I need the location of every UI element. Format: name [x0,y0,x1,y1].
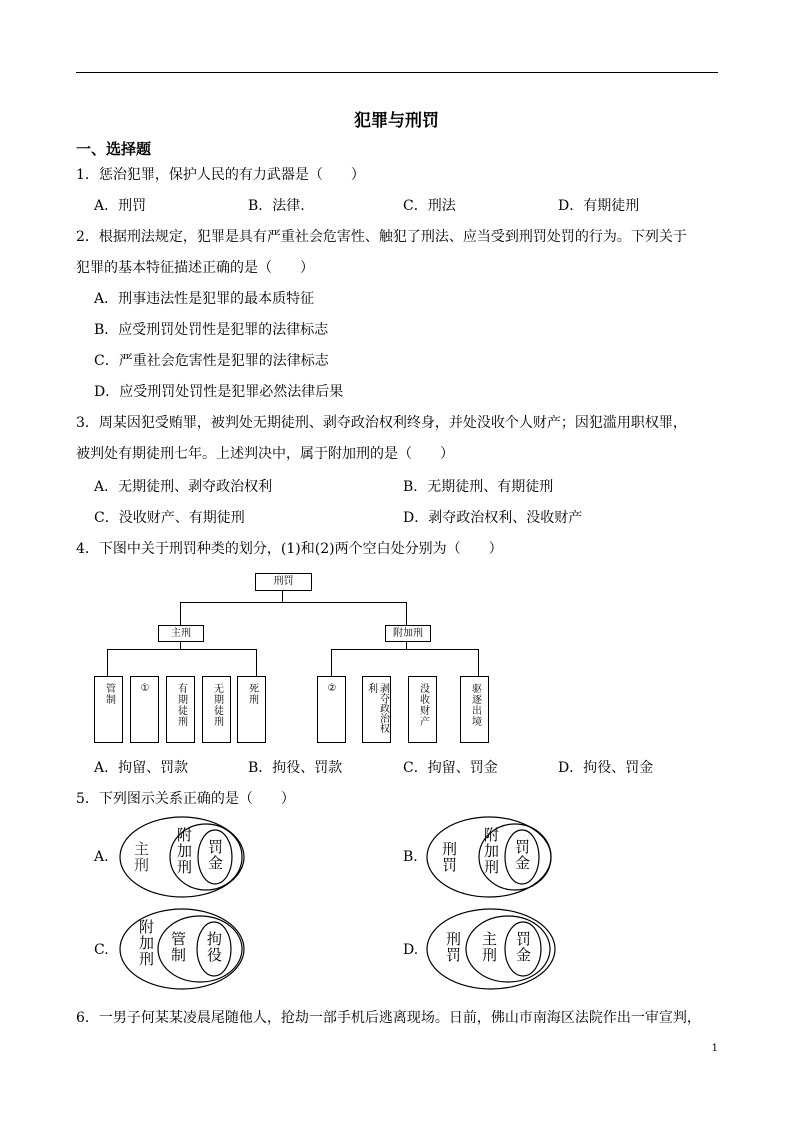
q1-option-a[interactable]: A．刑罚 [94,198,147,214]
tree-connector [180,641,181,649]
q5-stem: 5．下列图示关系正确的是（ ） [76,791,295,807]
tree-leaf-blank-1: ① [130,676,159,743]
q5-option-c-label[interactable]: C. [94,942,109,958]
tree-connector [406,641,407,649]
tree-additional-penalty: 附加刑 [385,625,431,642]
tree-main-penalty: 主刑 [158,625,204,642]
q5-option-b-diagram[interactable] [425,815,555,899]
q5-option-c-diagram[interactable] [118,907,248,991]
middle-label: 主刑 [480,931,498,963]
q5-option-d-diagram[interactable] [425,907,560,991]
tree-leaf: 剥夺政治权利 [362,676,391,743]
tree-connector [331,649,332,676]
tree-connector [256,649,257,676]
middle-label: 附加刑 [175,827,193,875]
tree-leaf: 没收财产 [408,676,437,743]
outer-label: 刑罚 [440,841,458,873]
outer-label: 附加刑 [137,919,155,967]
q5-option-b-label[interactable]: B. [403,849,418,865]
q2-option-d[interactable]: D．应受刑罚处罚性是犯罪必然法律后果 [94,384,344,400]
q3-stem-line1: 3．周某因犯受贿罪，被判处无期徒刑、剥夺政治权利终身，并处没收个人财产；因犯滥用职权罪， [76,415,687,431]
q3-option-b[interactable]: B．无期徒刑、有期徒刑 [403,479,554,495]
q6-stem: 6．一男子何某某凌晨尾随他人，抢劫一部手机后逃离现场。日前，佛山市南海区法院作出一审宣判， [76,1010,701,1026]
tree-connector [282,590,283,602]
q2-stem-line2: 犯罪的基本特征描述正确的是（ ） [76,260,314,276]
inner-label: 罚金 [514,931,532,963]
outer-label: 刑罚 [444,931,462,963]
outer-label: 主刑 [132,841,150,873]
q4-option-c[interactable]: C．拘留、罚金 [403,760,498,776]
q3-option-a[interactable]: A．无期徒刑、剥夺政治权利 [94,479,273,495]
inner-label: 罚金 [206,839,224,871]
inner-label: 罚金 [513,839,531,871]
tree-leaf: 驱逐出境 [460,676,489,743]
q4-option-d[interactable]: D．拘役、罚金 [558,760,654,776]
tree-leaf-blank-2: ② [317,676,346,743]
tree-connector [107,649,108,676]
q5-option-a-diagram[interactable] [118,815,248,899]
page-number: 1 [711,1043,718,1054]
q1-option-c[interactable]: C．刑法 [403,198,456,214]
middle-label: 附加刑 [482,827,500,875]
q4-stem: 4．下图中关于刑罚种类的划分，(1)和(2)两个空白处分别为（ ） [76,541,503,557]
inner-label: 拘役 [205,931,223,963]
q2-option-a[interactable]: A．刑事违法性是犯罪的最本质特征 [94,291,315,307]
tree-leaf: 有期徒刑 [166,676,195,743]
q1-option-d[interactable]: D．有期徒刑 [558,198,640,214]
tree-connector [107,649,257,650]
tree-leaf: 无期徒刑 [202,676,231,743]
q1-option-b[interactable]: B．法律. [248,198,305,214]
q3-option-c[interactable]: C．没收财产、有期徒刑 [94,510,245,526]
tree-connector [478,649,479,676]
header-rule [76,72,718,73]
page-title: 犯罪与刑罚 [354,111,439,131]
tree-connector [180,602,407,603]
tree-leaf: 死刑 [237,676,266,743]
q2-stem-line1: 2．根据刑法规定，犯罪是具有严重社会危害性、触犯了刑法、应当受到刑罚处罚的行为。下列关于 [76,229,687,245]
q3-option-d[interactable]: D．剥夺政治权利、没收财产 [403,510,583,526]
q2-option-b[interactable]: B．应受刑罚处罚性是犯罪的法律标志 [94,322,329,338]
q2-option-c[interactable]: C．严重社会危害性是犯罪的法律标志 [94,353,329,369]
tree-connector [331,649,479,650]
middle-label: 管制 [169,931,187,963]
q4-option-b[interactable]: B．拘役、罚款 [248,760,343,776]
q1-stem: 1．惩治犯罪，保护人民的有力武器是（ ） [76,167,365,183]
q3-stem-line2: 被判处有期徒刑七年。上述判决中，属于附加刑的是（ ） [76,446,454,462]
section-heading: 一、选择题 [76,140,152,158]
tree-root: 刑罚 [255,573,312,591]
tree-leaf: 管制 [94,676,123,743]
q4-option-a[interactable]: A．拘留、罚款 [94,760,189,776]
tree-connector [406,602,407,625]
q5-option-a-label[interactable]: A. [94,849,109,865]
tree-connector [180,602,181,625]
q5-option-d-label[interactable]: D. [403,942,419,958]
